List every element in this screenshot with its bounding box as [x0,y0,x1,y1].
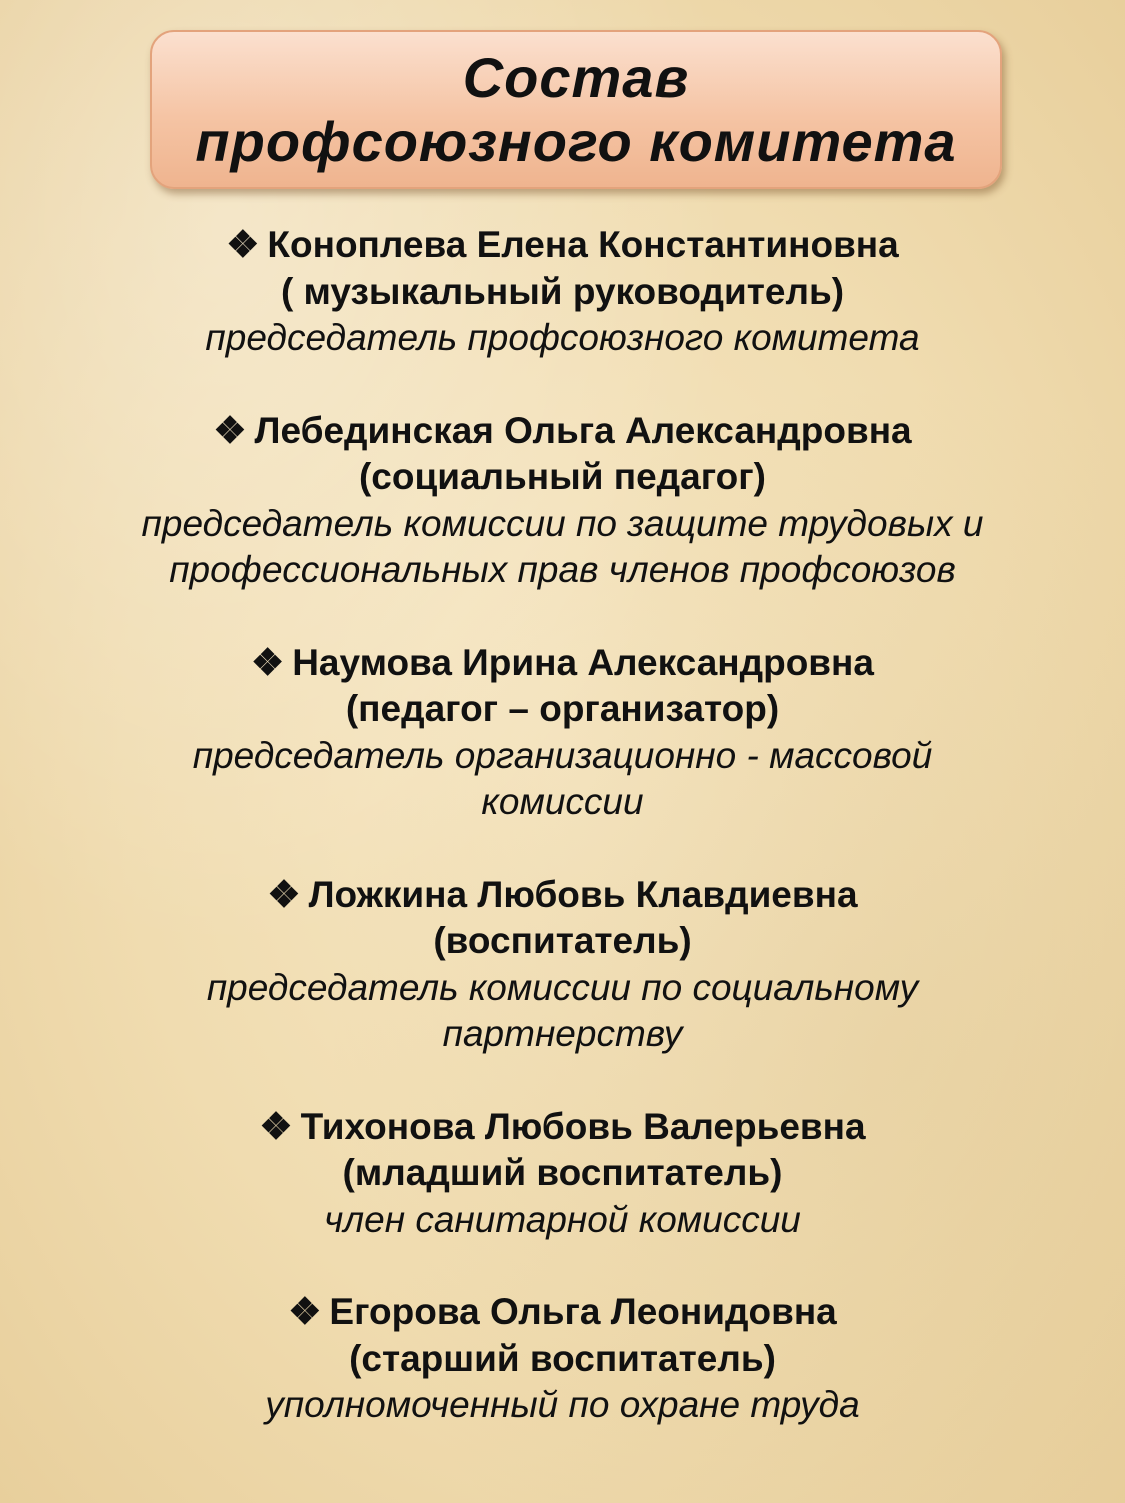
member-position: (воспитатель) [433,920,692,961]
member-role: партнерству [442,1013,683,1054]
title-line-2: профсоюзного комитета [195,109,957,173]
member-role: председатель организационно - массовой [192,734,933,776]
member-role: уполномоченный по охране труда [265,1384,860,1425]
diamond-bullet-icon: ❖ [267,873,301,915]
member-item [60,640,1065,826]
diamond-bullet-icon: ❖ [213,409,247,451]
member-role: председатель комиссии по защите трудовых и [141,502,984,544]
member-role: комиссии [481,781,644,822]
member-position: (социальный педагог) [358,456,767,497]
member-position: (старший воспитатель) [349,1337,776,1379]
member-name: Тихонова Любовь Валерьевна [300,1105,866,1147]
member-position: (педагог – организатор) [345,688,780,729]
diamond-bullet-icon: ❖ [251,641,285,683]
member-item [60,222,1065,362]
member-name: Егорова Ольга Леонидовна [329,1291,837,1332]
member-name: Ложкина Любовь Клавдиевна [308,873,858,915]
member-item [60,1104,1065,1244]
member-position: (младший воспитатель) [342,1152,783,1193]
member-role: член санитарной комиссии [324,1198,801,1240]
member-position: ( музыкальный руководитель) [280,270,845,312]
member-role: председатель комиссии по социальному [206,966,919,1008]
member-item [60,1289,1065,1429]
member-name: Наумова Ирина Александровна [292,641,874,683]
member-item [60,872,1065,1058]
title-line-1: Состав [462,45,690,109]
title-banner [150,30,1002,189]
diamond-bullet-icon: ❖ [288,1291,322,1332]
member-list [60,222,1065,1429]
member-name: Коноплева Елена Константиновна [267,224,899,265]
member-role: профессиональных прав членов профсоюзов [169,549,956,590]
member-item [60,408,1065,594]
member-role: председатель профсоюзного комитета [205,317,920,358]
member-name: Лебединская Ольга Александровна [254,409,912,451]
diamond-bullet-icon: ❖ [226,224,260,265]
diamond-bullet-icon: ❖ [259,1105,293,1147]
